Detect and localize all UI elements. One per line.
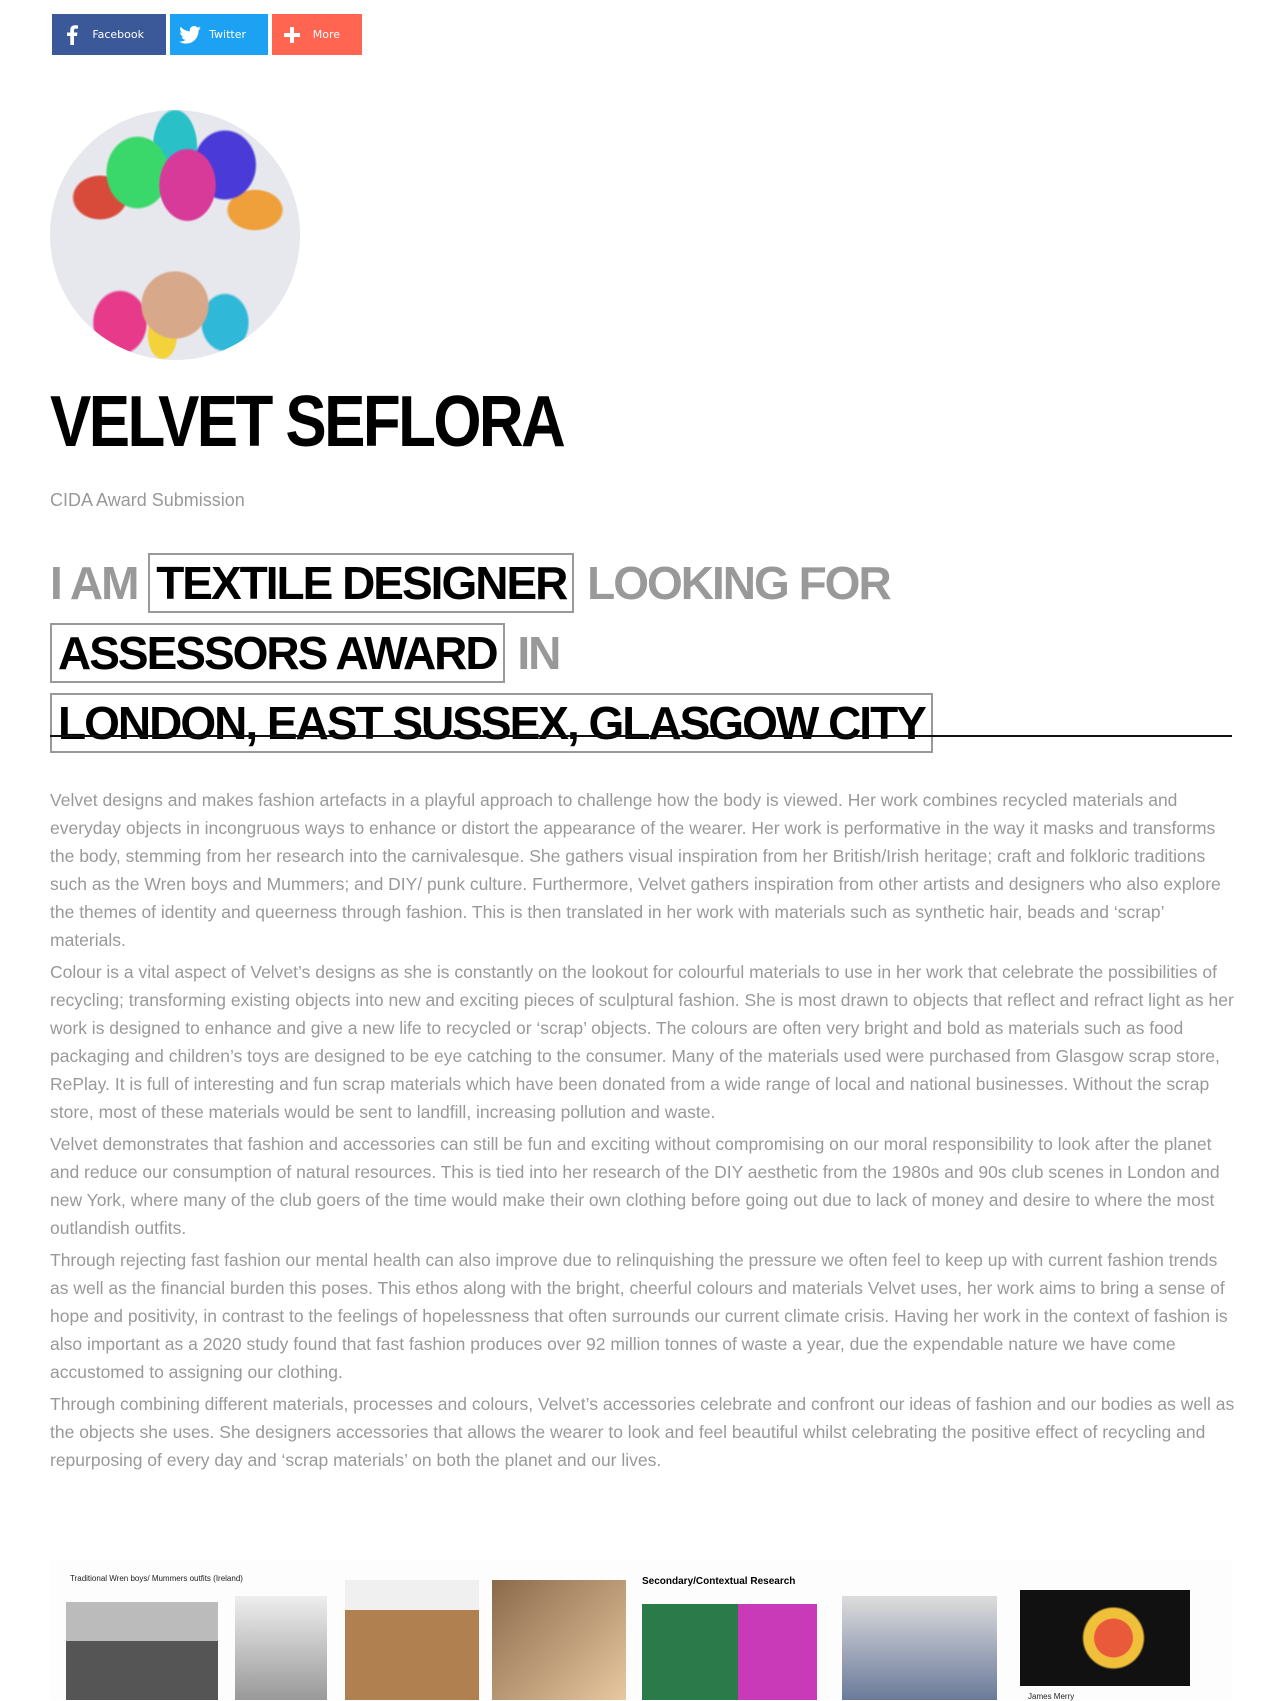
paragraph: Through rejecting fast fashion our mental health can also improve due to relinquishing the pressure we often feel to keep up with current fashion trends as well as the financial burden this poses. This ethos along with the bright, cheerful colours and materials Velvet uses, her work aims to bring a sense of hope and positivity, in contrast to the feelings of hopelessness that often surrounds our current climate crisis. Having her work in the context of fashion is also important as a 2020 study found that fast fashion produces over 92 million tonnes of waste a year, due the expendable nature we have come accustomed to assigning our clothing. bbox=[50, 1250, 1228, 1382]
section-divider bbox=[50, 735, 1232, 737]
intro-i-am: I AM bbox=[50, 557, 138, 609]
twitter-share-button[interactable]: Twitter bbox=[170, 14, 268, 55]
share-bar bbox=[52, 14, 362, 55]
research-gallery bbox=[50, 1560, 1232, 1700]
profile-subtitle: CIDA Award Submission bbox=[50, 490, 245, 510]
contextual-photo-1[interactable] bbox=[642, 1604, 817, 1700]
avatar bbox=[50, 110, 300, 360]
profile-name: VELVET SEFLORA bbox=[50, 382, 564, 462]
contextual-photo-2[interactable] bbox=[842, 1596, 997, 1700]
paragraph: Velvet demonstrates that fashion and accessories can still be fun and exciting without compromising on our moral responsibility to look after the planet and reduce our consumption of natural resources. This is tied into her research of the DIY aesthetic from the 1980s and 90s club scenes in London and new York, where many of the club goers of the time would make their own clothing before going out due to lack of money and desire to where the most outlandish outfits. bbox=[50, 1134, 1220, 1238]
intro-looking-for: LOOKING FOR bbox=[587, 557, 890, 609]
more-share-button[interactable]: More bbox=[272, 14, 362, 55]
wren-boys-photo[interactable] bbox=[66, 1602, 218, 1700]
twitter-bird-icon bbox=[170, 26, 209, 44]
locations-box: LONDON, EAST SUSSEX, GLASGOW CITY bbox=[50, 693, 933, 753]
plus-icon bbox=[272, 27, 313, 43]
straw-costume-photo[interactable] bbox=[492, 1580, 626, 1700]
caption-james-merry: James Merry bbox=[1028, 1692, 1075, 1701]
james-merry-photo[interactable] bbox=[1020, 1590, 1190, 1686]
caption-wren-boys: Traditional Wren boys/ Mummers outfits (Ireland) bbox=[70, 1574, 243, 1583]
role-box: TEXTILE DESIGNER bbox=[148, 553, 574, 613]
paragraph: Colour is a vital aspect of Velvet’s designs as she is constantly on the lookout for colourful materials to use in her work that celebrate the possibilities of recycling; transforming existing objects into new and exciting pieces of sculptural fashion. She is most drawn to objects that reflect and refract light as her work is designed to enhance and give a new life to recycled or ‘scrap’ objects. The colours are often very bright and bold as materials such as food packaging and children’s toys are designed to be eye catching to the consumer. Many of the materials used were purchased from Glasgow scrap store, RePlay. It is full of interesting and fun scrap materials which have been donated from a wide range of local and national businesses. Without the scrap store, most of these materials would be sent to landfill, increasing pollution and waste. bbox=[50, 962, 1234, 1122]
mummers-photo[interactable] bbox=[235, 1596, 327, 1700]
paragraph: Through combining different materials, processes and colours, Velvet’s accessories celebrate and confront our ideas of fashion and our bodies as well as the objects she uses. She designers accessories that allows the wearer to look and feel beautiful whilst celebrating the positive effect of recycling and repurposing of every day and ‘scrap materials’ on both the planet and our lives. bbox=[50, 1394, 1235, 1470]
facebook-icon bbox=[52, 25, 92, 45]
body-text bbox=[50, 786, 1235, 1478]
paragraph: Velvet designs and makes fashion artefacts in a playful approach to challenge how the body is viewed. Her work combines recycled materials and everyday objects in incongruous ways to enhance or distort the appearance of the wearer. Her work is performative in the way it masks and transforms the body, stemming from her research into the carnivalesque. She gathers visual inspiration from her British/Irish heritage; craft and folkloric traditions such as the Wren boys and Mummers; and DIY/ punk culture. Furthermore, Velvet gathers inspiration from other artists and designers who also explore the themes of identity and queerness through fashion. This is then translated in her work with materials such as synthetic hair, beads and ‘scrap’ materials. bbox=[50, 790, 1221, 950]
caption-secondary-research: Secondary/Contextual Research bbox=[642, 1576, 796, 1587]
facebook-share-button[interactable]: Facebook bbox=[52, 14, 166, 55]
intro-statement bbox=[50, 548, 1230, 758]
straw-figure-photo[interactable] bbox=[345, 1580, 479, 1700]
intro-in: IN bbox=[517, 627, 560, 679]
goal-box: ASSESSORS AWARD bbox=[50, 623, 505, 683]
